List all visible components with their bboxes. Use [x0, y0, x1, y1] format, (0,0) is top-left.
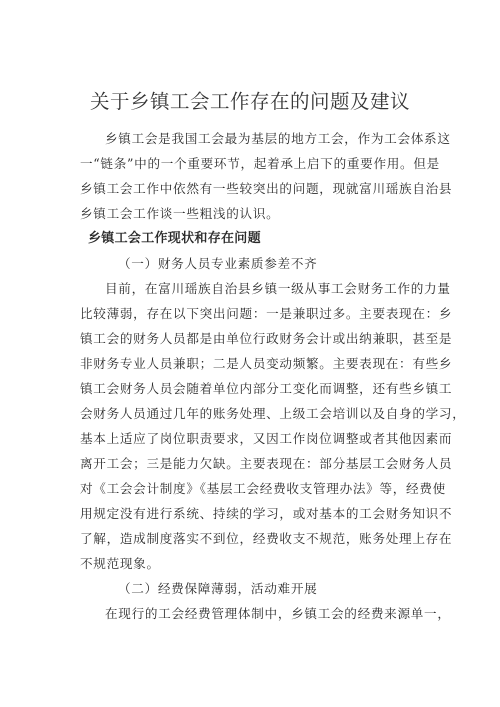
page-title: 关于乡镇工会工作存在的问题及建议 [89, 90, 410, 113]
sub1-line-12: 不规范现象。 [80, 556, 160, 571]
sub1-line-11: 了解，造成制度落实不到位，经费收支不规范，账务处理上存在 [80, 531, 453, 546]
section-heading-1: 乡镇工会工作现状和存在问题 [88, 231, 261, 246]
sub1-line-8: 离开工会；三是能力欠缺。主要表现在：部分基层工会财务人员 [80, 456, 453, 471]
intro-line-2: 一“链条”中的一个重要环节，起着承上启下的重要作用。但是 [80, 156, 440, 171]
sub1-line-4: 非财务专业人员兼职；二是人员变动频繁。主要表现在：有些乡 [80, 356, 453, 371]
intro-line-1: 乡镇工会是我国工会最为基层的地方工会，作为工会体系这 [105, 131, 451, 146]
sub1-line-3: 镇工会的财务人员都是由单位行政财务会计或出纳兼职，甚至是 [80, 331, 453, 346]
sub1-line-6: 会财务人员通过几年的账务处理、上级工会培训以及自身的学习， [80, 406, 466, 421]
sub1-line-10: 用规定没有进行系统、持续的学习，或对基本的工会财务知识不 [80, 506, 453, 521]
subsection-heading-2: （二）经费保障薄弱，活动难开展 [118, 581, 318, 596]
sub1-line-1: 目前，在富川瑶族自治县乡镇一级从事工会财务工作的力量 [105, 281, 451, 296]
sub1-line-2: 比较薄弱，存在以下突出问题：一是兼职过多。主要表现在：乡 [80, 306, 453, 321]
subsection-heading-1: （一）财务人员专业素质参差不齐 [118, 256, 318, 271]
sub1-line-7: 基本上适应了岗位职责要求，又因工作岗位调整或者其他因素而 [80, 431, 453, 446]
sub2-line-1: 在现行的工会经费管理体制中，乡镇工会的经费来源单一， [105, 606, 451, 621]
sub1-line-9: 对《工会会计制度》《基层工会经费收支管理办法》等，经费使 [80, 481, 446, 496]
intro-line-3: 乡镇工会工作中依然有一些较突出的问题，现就富川瑶族自治县 [80, 181, 453, 196]
intro-line-4: 乡镇工会工作谈一些粗浅的认识。 [80, 206, 280, 221]
sub1-line-5: 镇工会财务人员会随着单位内部分工变化而调整，还有些乡镇工 [80, 381, 453, 396]
